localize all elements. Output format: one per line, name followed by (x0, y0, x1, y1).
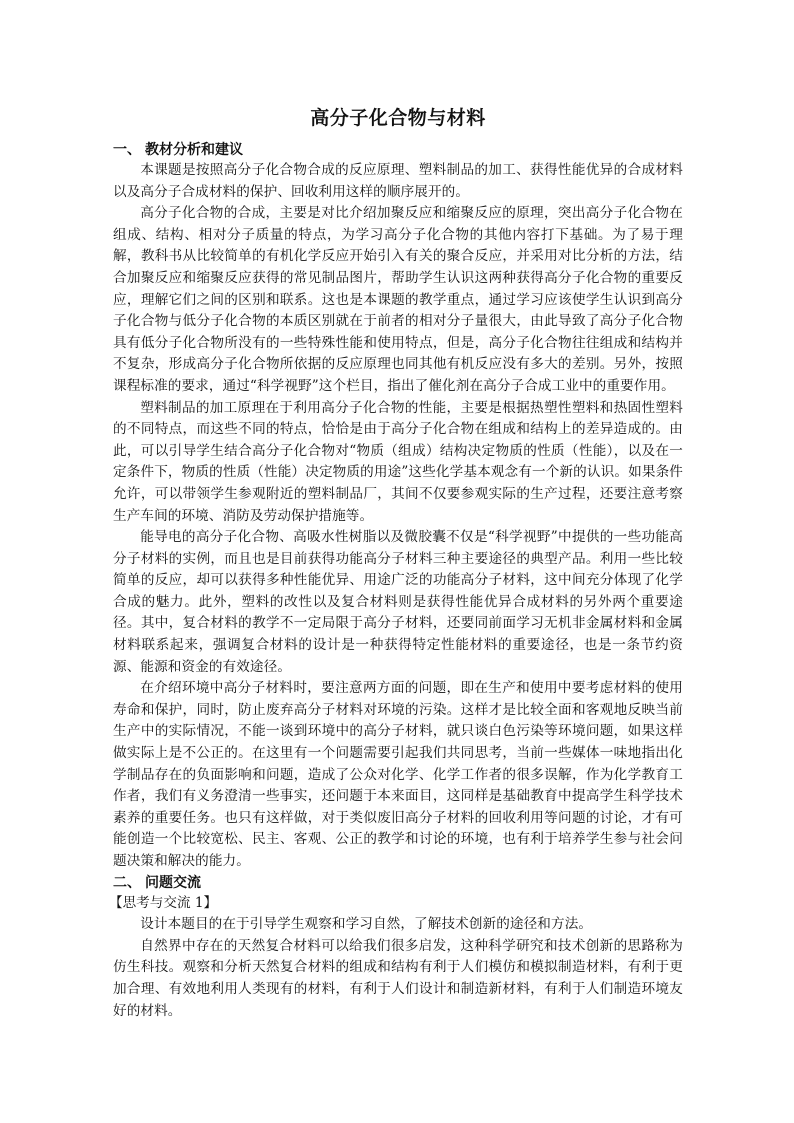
section-2-heading (113, 873, 683, 893)
paragraph: 高分子化合物的合成，主要是对比介绍加聚反应和缩聚反应的原理，突出高分子化合物在组成、结构、相对分子质量的特点，为学习高分子化合物的其他内容打下基础。为了易于理解，教科书从比较简单的有机化学反应开始引入有关的聚合反应，并采用对比分析的方法，结合加聚反应和缩聚反应获得的常见制品图片，帮助学生认识这两种获得高分子化合物的重要反应，理解它们之间的区别和联系。这也是本课题的教学重点，通过学习应该使学生认识到高分子化合物与低分子化合物的本质区别就在于前者的相对分子量很大，由此导致了高分子化合物具有低分子化合物所没有的一些特殊性能和使用特点，但是，高分子化合物往往组成和结构并不复杂，形成高分子化合物所依据的反应原理也同其他有机反应没有多大的差别。另外，按照课程标准的要求，通过“科学视野”这个栏目，指出了催化剂在高分子合成工业中的重要作用。 (113, 205, 683, 394)
section-1-heading (113, 140, 683, 160)
paragraph: 能导电的高分子化合物、高吸水性树脂以及微胶囊不仅是“科学视野”中提供的一些功能高分子材料的实例，而且也是目前获得功能高分子材料三种主要途径的典型产品。利用一些比较简单的反应，却可以获得多种性能优异、用途广泛的功能高分子材料，这中间充分体现了化学合成的魅力。此外，塑料的改性以及复合材料则是获得性能优异合成材料的另外两个重要途径。其中，复合材料的教学不一定局限于高分子材料，还要同前面学习无机非金属材料和金属材料联系起来，强调复合材料的设计是一种获得特定性能材料的重要途径，也是一条节约资源、能源和资金的有效途径。 (113, 529, 683, 675)
paragraph: 自然界中存在的天然复合材料可以给我们很多启发，这种科学研究和技术创新的思路称为仿生科技。观察和分析天然复合材料的组成和结构有利于人们模仿和模拟制造材料，有利于更加合理、有效地利用人类现有的材料，有利于人们设计和制造新材料，有利于人们制造环境友好的材料。 (113, 937, 683, 1019)
section-1-number: 一、 (113, 142, 141, 158)
paragraph: 本课题是按照高分子化合物合成的反应原理、塑料制品的加工、获得性能优异的合成材料以及高分子合成材料的保护、回收利用这样的顺序展开的。 (113, 162, 683, 200)
question-subheading: 【思考与交流 1】 (109, 894, 218, 911)
paragraph: 设计本题目的在于引导学生观察和学习自然，了解技术创新的途径和方法。 (140, 916, 593, 933)
paragraph: 在介绍环境中高分子材料时，要注意两方面的问题，即在生产和使用中要考虑材料的使用寿命和保护，同时，防止废弃高分子材料对环境的污染。这样才是比较全面和客观地反映当前生产中的实际情况，不能一谈到环境中的高分子材料，就只谈白色污染等环境问题，如果这样做实际上是不公正的。在这里有一个问题需要引起我们共同思考，当前一些媒体一味地指出化学制品存在的负面影响和问题，造成了公众对化学、化学工作者的很多误解，作为化学教育工作者，我们有义务澄清一些事实，还问题于本来面目，这同样是基础教育中提高学生科学技术素养的重要任务。也只有这样做，对于类似废旧高分子材料的回收利用等问题的讨论，才有可能创造一个比较宽松、民主、客观、公正的教学和讨论的环境，也有利于培养学生参与社会问题决策和解决的能力。 (113, 680, 683, 869)
paragraph: 塑料制品的加工原理在于利用高分子化合物的性能，主要是根据热塑性塑料和热固性塑料的不同特点，而这些不同的特点，恰恰是由于高分子化合物在组成和结构上的差异造成的。由此，可以引导学生结合高分子化合物对“物质（组成）结构决定物质的性质（性能），以及在一定条件下，物质的性质（性能）决定物质的用途”这些化学基本观念有一个新的认识。如果条件允许，可以带领学生参观附近的塑料制品厂，其间不仅要参观实际的生产过程，还要注意考察生产车间的环境、消防及劳动保护措施等。 (113, 399, 683, 524)
section-2-number: 二、 (113, 874, 141, 891)
document-title: 高分子化合物与材料 (310, 107, 486, 129)
section-1-heading-text: 教材分析和建议 (145, 142, 243, 158)
section-2-heading-text: 问题交流 (145, 874, 201, 891)
document-page (109, 100, 683, 1022)
